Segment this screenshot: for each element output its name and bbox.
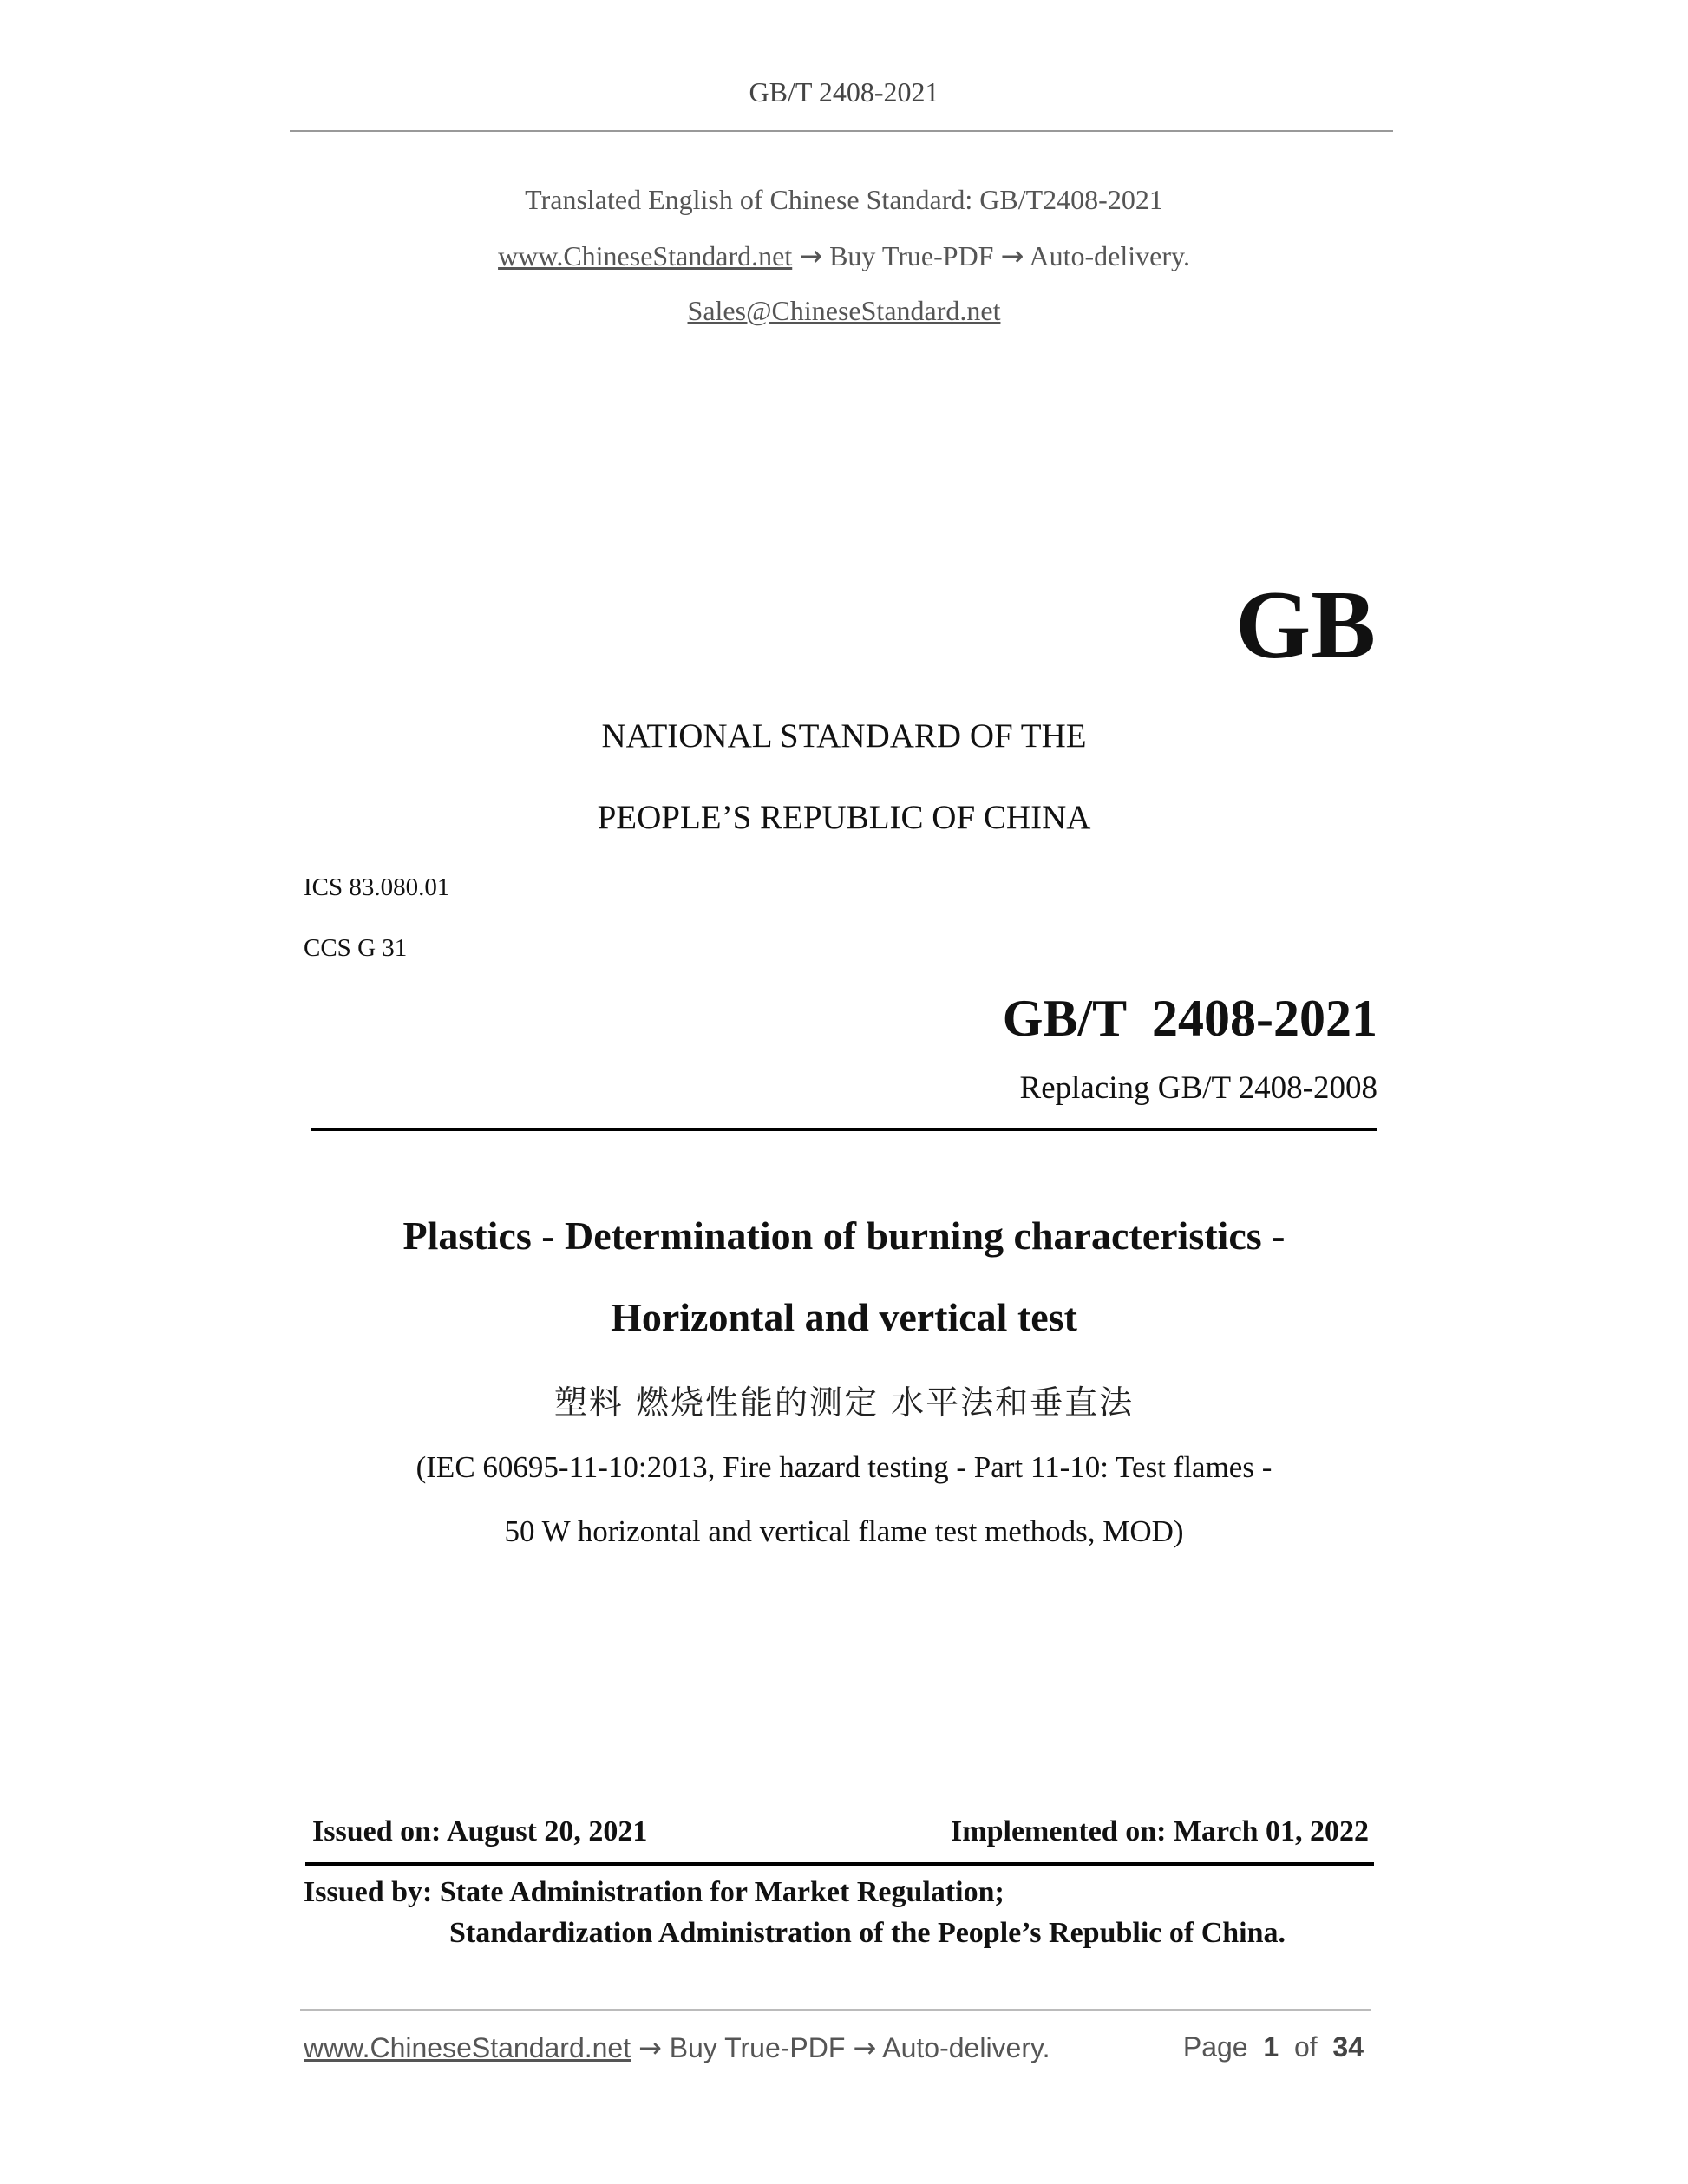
arrow-right-icon: → bbox=[638, 2031, 662, 2064]
buy-true-pdf-text: Buy True-PDF bbox=[829, 240, 994, 271]
running-header: GB/T 2408-2021 bbox=[749, 76, 939, 108]
header-divider bbox=[290, 130, 1393, 132]
sales-email-link[interactable]: Sales@ChineseStandard.net bbox=[687, 295, 1001, 326]
arrow-right-icon: → bbox=[853, 2031, 877, 2064]
site-link[interactable]: www.ChineseStandard.net bbox=[498, 240, 793, 271]
iec-reference-line2: 50 W horizontal and vertical flame test methods, MOD) bbox=[504, 1514, 1184, 1548]
footer-buy-text: Buy True-PDF bbox=[669, 2032, 846, 2063]
auto-delivery-text: Auto-delivery. bbox=[1029, 240, 1190, 271]
page-current: 1 bbox=[1263, 2031, 1279, 2063]
country-heading: PEOPLE’S REPUBLIC OF CHINA bbox=[597, 799, 1091, 836]
gb-logo: GB bbox=[1235, 572, 1376, 679]
arrow-right-icon: → bbox=[799, 239, 823, 272]
title-divider bbox=[311, 1128, 1377, 1131]
iec-reference-line1: (IEC 60695-11-10:2013, Fire hazard testing - Part 11-10: Test flames - bbox=[415, 1450, 1273, 1484]
issuer-line1: Issued by: State Administration for Market Regulation; bbox=[304, 1876, 1004, 1908]
translation-notice: Translated English of Chinese Standard: GB/T2408-2021 bbox=[525, 184, 1163, 215]
page-total: 34 bbox=[1332, 2031, 1364, 2063]
national-standard-heading: NATIONAL STANDARD OF THE bbox=[601, 717, 1087, 755]
ccs-code: CCS G 31 bbox=[304, 934, 408, 962]
standard-number: GB/T 2408-2021 bbox=[1002, 990, 1377, 1047]
arrow-right-icon: → bbox=[1000, 239, 1024, 272]
footer-site-link[interactable]: www.ChineseStandard.net bbox=[304, 2032, 631, 2063]
sales-email-line bbox=[0, 295, 1688, 327]
promo-delivery-line bbox=[0, 239, 1688, 272]
replacing-standard: Replacing GB/T 2408-2008 bbox=[1019, 1070, 1377, 1106]
footer-promo bbox=[304, 2031, 1050, 2064]
page-label: Page bbox=[1182, 2031, 1248, 2063]
issuer-line2: Standardization Administration of the People’s Republic of China. bbox=[449, 1917, 1286, 1949]
footer-delivery-text: Auto-delivery. bbox=[882, 2032, 1050, 2063]
document-title-line1: Plastics - Determination of burning characteristics - bbox=[402, 1213, 1286, 1258]
page-of: of bbox=[1293, 2031, 1318, 2063]
implemented-on-date: Implemented on: March 01, 2022 bbox=[951, 1815, 1369, 1847]
footer-divider bbox=[300, 2009, 1371, 2011]
ics-code: ICS 83.080.01 bbox=[304, 873, 450, 901]
issued-on-date: Issued on: August 20, 2021 bbox=[312, 1815, 648, 1847]
dates-divider bbox=[305, 1862, 1374, 1866]
page-indicator bbox=[1183, 2031, 1364, 2063]
chinese-title: 塑料 燃烧性能的测定 水平法和垂直法 bbox=[553, 1383, 1135, 1422]
document-title-line2: Horizontal and vertical test bbox=[611, 1295, 1077, 1339]
